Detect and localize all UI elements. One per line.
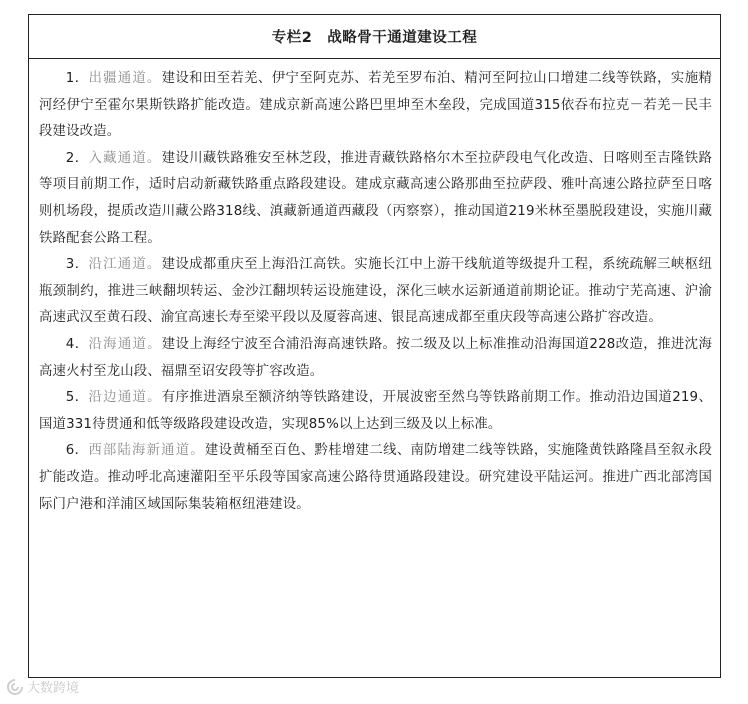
paragraph-5 xyxy=(39,385,712,438)
paragraph-body: 建设黄桶至百色、黔桂增建二线、南防增建二线等铁路，实施隆黄铁路隆昌至叙永段扩能改造。推动呼北高速灌阳至平乐段等国家高速公路待贯通路段建设。研究建设平陆运河。推进广西北部湾国际门户港和洋浦区域国际集装箱枢纽港建设。 xyxy=(39,443,712,512)
paragraph-number: 4． xyxy=(65,336,89,352)
column-box xyxy=(28,14,721,678)
paragraph-2 xyxy=(39,146,712,252)
paragraph-1 xyxy=(39,66,712,146)
watermark-logo-icon xyxy=(6,678,24,696)
paragraph-number: 3． xyxy=(65,257,89,273)
paragraph-4 xyxy=(39,332,712,385)
paragraph-heading: 沿边通道。 xyxy=(88,390,162,406)
paragraph-number: 5． xyxy=(65,390,89,406)
watermark-text: 大数跨境 xyxy=(27,681,80,696)
paragraph-heading: 西部陆海新通道。 xyxy=(88,443,205,459)
paragraph-body: 建设上海经宁波至合浦沿海高速铁路。按二级及以上标准推动沿海国道228改造，推进沈海高速火村至龙山段、福鼎至诏安段等扩容改造。 xyxy=(39,336,712,379)
paragraph-6 xyxy=(39,438,712,518)
paragraph-body: 建设和田至若羌、伊宁至阿克苏、若羌至罗布泊、精河至阿拉山口增建二线等铁路，实施精河经伊宁至霍尔果斯铁路扩能改造。建成京新高速公路巴里坤至木垒段，完成国道315依吞布拉克－若羌－民丰段建设改造。 xyxy=(39,71,713,140)
paragraph-body: 建设川藏铁路雅安至林芝段，推进青藏铁路格尔木至拉萨段电气化改造、日喀则至吉隆铁路等项目前期工作，适时启动新藏铁路重点路段建设。建成京藏高速公路那曲至拉萨段、雅叶高速公路拉萨至日喀则机场段，提质改造川藏公路318线、滇藏新通道西藏段（丙察察），推动国道219米林至墨脱段建设，实施川藏铁路配套公路工程。 xyxy=(39,150,713,246)
paragraph-body: 有序推进酒泉至额济纳等铁路建设，开展波密至然乌等铁路前期工作。推动沿边国道219、国道331待贯通和低等级路段建设改造，实现85%以上达到三级及以上标准。 xyxy=(39,390,712,432)
paragraph-number: 6． xyxy=(65,443,89,459)
paragraph-heading: 入藏通道。 xyxy=(88,150,162,166)
paragraph-3 xyxy=(39,252,712,332)
paragraph-heading: 出疆通道。 xyxy=(88,71,162,86)
paragraph-number: 1． xyxy=(65,71,89,86)
column-title: 专栏2 战略骨干通道建设工程 xyxy=(29,15,720,59)
paragraph-heading: 沿海通道。 xyxy=(88,336,162,352)
watermark xyxy=(6,677,79,696)
column-content xyxy=(29,59,720,518)
paragraph-body: 建设成都重庆至上海沿江高铁。实施长江中上游干线航道等级提升工程，系统疏解三峡枢纽瓶颈制约，推进三峡翻坝转运、金沙江翻坝转运设施建设，深化三峡水运新通道前期论证。推动宁芜高速、沪渝高速武汉至黄石段、渝宜高速长寿至梁平段以及厦蓉高速、银昆高速成都至重庆段等高速公路扩容改造。 xyxy=(39,257,713,326)
paragraph-number: 2． xyxy=(65,150,89,166)
paragraph-heading: 沿江通道。 xyxy=(88,257,162,273)
